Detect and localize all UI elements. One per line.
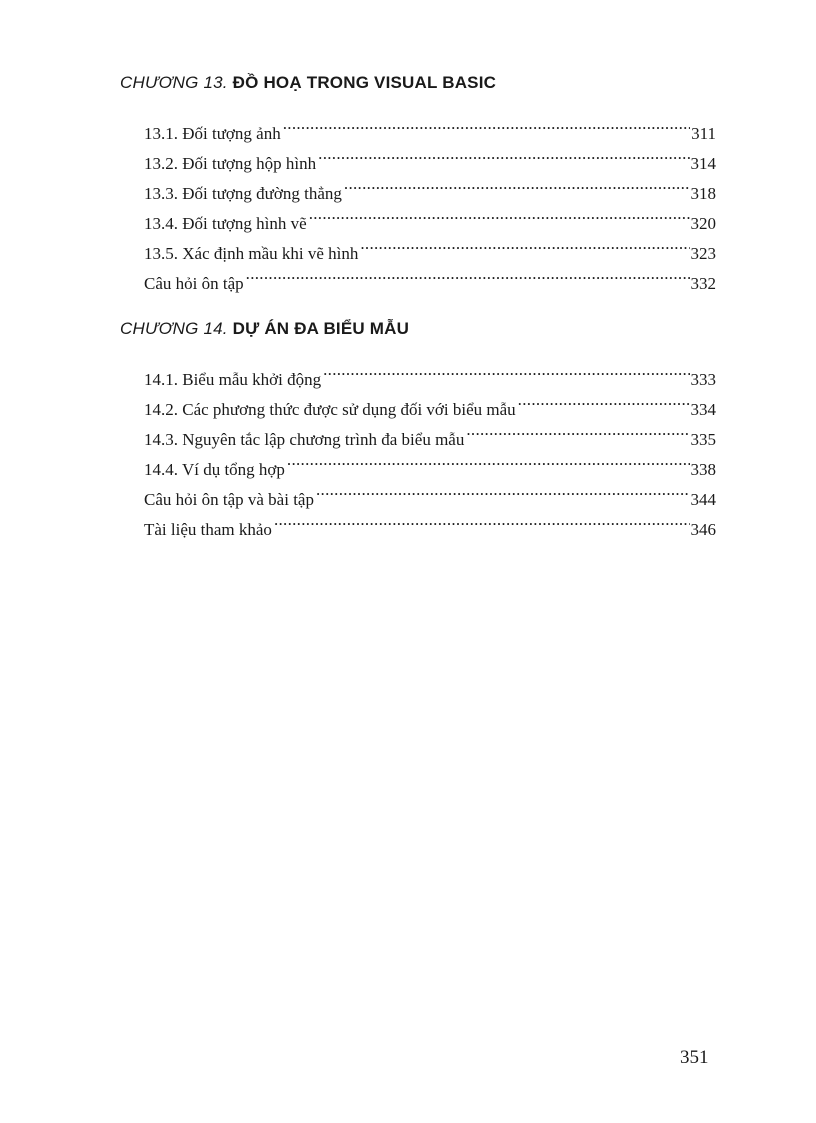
toc-entry-page: 344 xyxy=(690,490,716,509)
dot-leader xyxy=(316,475,690,505)
chapter-number: CHƯƠNG 13. xyxy=(120,73,228,92)
toc-entry[interactable] xyxy=(144,355,716,389)
toc-entry-label: Tài liệu tham khảo xyxy=(144,520,272,539)
toc-entry-page: 314 xyxy=(690,154,716,173)
chapter-number: CHƯƠNG 14. xyxy=(120,319,228,338)
toc-entry-page: 334 xyxy=(690,400,716,419)
toc-entry-label: 13.3. Đối tượng đường thẳng xyxy=(144,184,342,203)
chapter-heading xyxy=(120,72,720,94)
chapter-title: ĐỒ HOẠ TRONG VISUAL BASIC xyxy=(227,73,497,92)
toc-entry[interactable] xyxy=(144,109,716,143)
toc-entry-label: 14.1. Biểu mẫu khởi động xyxy=(144,370,322,389)
dot-leader xyxy=(360,229,689,259)
toc-entry-page: 332 xyxy=(690,274,716,293)
toc-entry-page: 335 xyxy=(690,430,716,449)
toc-entry-page: 333 xyxy=(690,370,716,389)
toc-entry-page: 338 xyxy=(690,460,716,479)
dot-leader xyxy=(318,139,689,169)
chapter-13-section xyxy=(120,72,720,293)
toc-entry-page: 346 xyxy=(690,520,716,539)
page-number: 351 xyxy=(680,1047,709,1068)
dot-leader xyxy=(344,169,690,199)
toc-entry-label: 14.4. Ví dụ tổng hợp xyxy=(144,460,285,479)
dot-leader xyxy=(246,259,690,289)
toc-entry-label: Câu hỏi ôn tập và bài tập xyxy=(144,490,314,509)
toc-entry-page: 320 xyxy=(690,214,716,233)
chapter-14-section xyxy=(120,318,720,539)
toc-entry-label: 13.4. Đối tượng hình vẽ xyxy=(144,214,307,233)
toc-entry-page: 318 xyxy=(690,184,716,203)
dot-leader xyxy=(323,355,689,385)
chapter-title: DỰ ÁN ĐA BIỂU MẪU xyxy=(227,319,410,338)
toc-entry-page: 311 xyxy=(691,124,716,143)
chapter-heading xyxy=(120,318,720,340)
toc-entry-list xyxy=(120,109,720,293)
toc-entry-page: 323 xyxy=(690,244,716,263)
dot-leader xyxy=(309,199,690,229)
dot-leader xyxy=(518,385,690,415)
dot-leader xyxy=(287,445,690,475)
toc-entry-label: 14.3. Nguyên tắc lập chương trình đa biểu mẫu xyxy=(144,430,465,449)
toc-entry-label: 13.2. Đối tượng hộp hình xyxy=(144,154,317,173)
toc-entry-list xyxy=(120,355,720,539)
dot-leader xyxy=(274,505,690,535)
dot-leader xyxy=(283,109,690,139)
toc-entry-label: 13.1. Đối tượng ảnh xyxy=(144,124,281,143)
toc-entry-label: Câu hỏi ôn tập xyxy=(144,274,244,293)
toc-entry-label: 14.2. Các phương thức được sử dụng đối với biểu mẫu xyxy=(144,400,516,419)
toc-entry-label: 13.5. Xác định mầu khi vẽ hình xyxy=(144,244,359,263)
dot-leader xyxy=(466,415,689,445)
